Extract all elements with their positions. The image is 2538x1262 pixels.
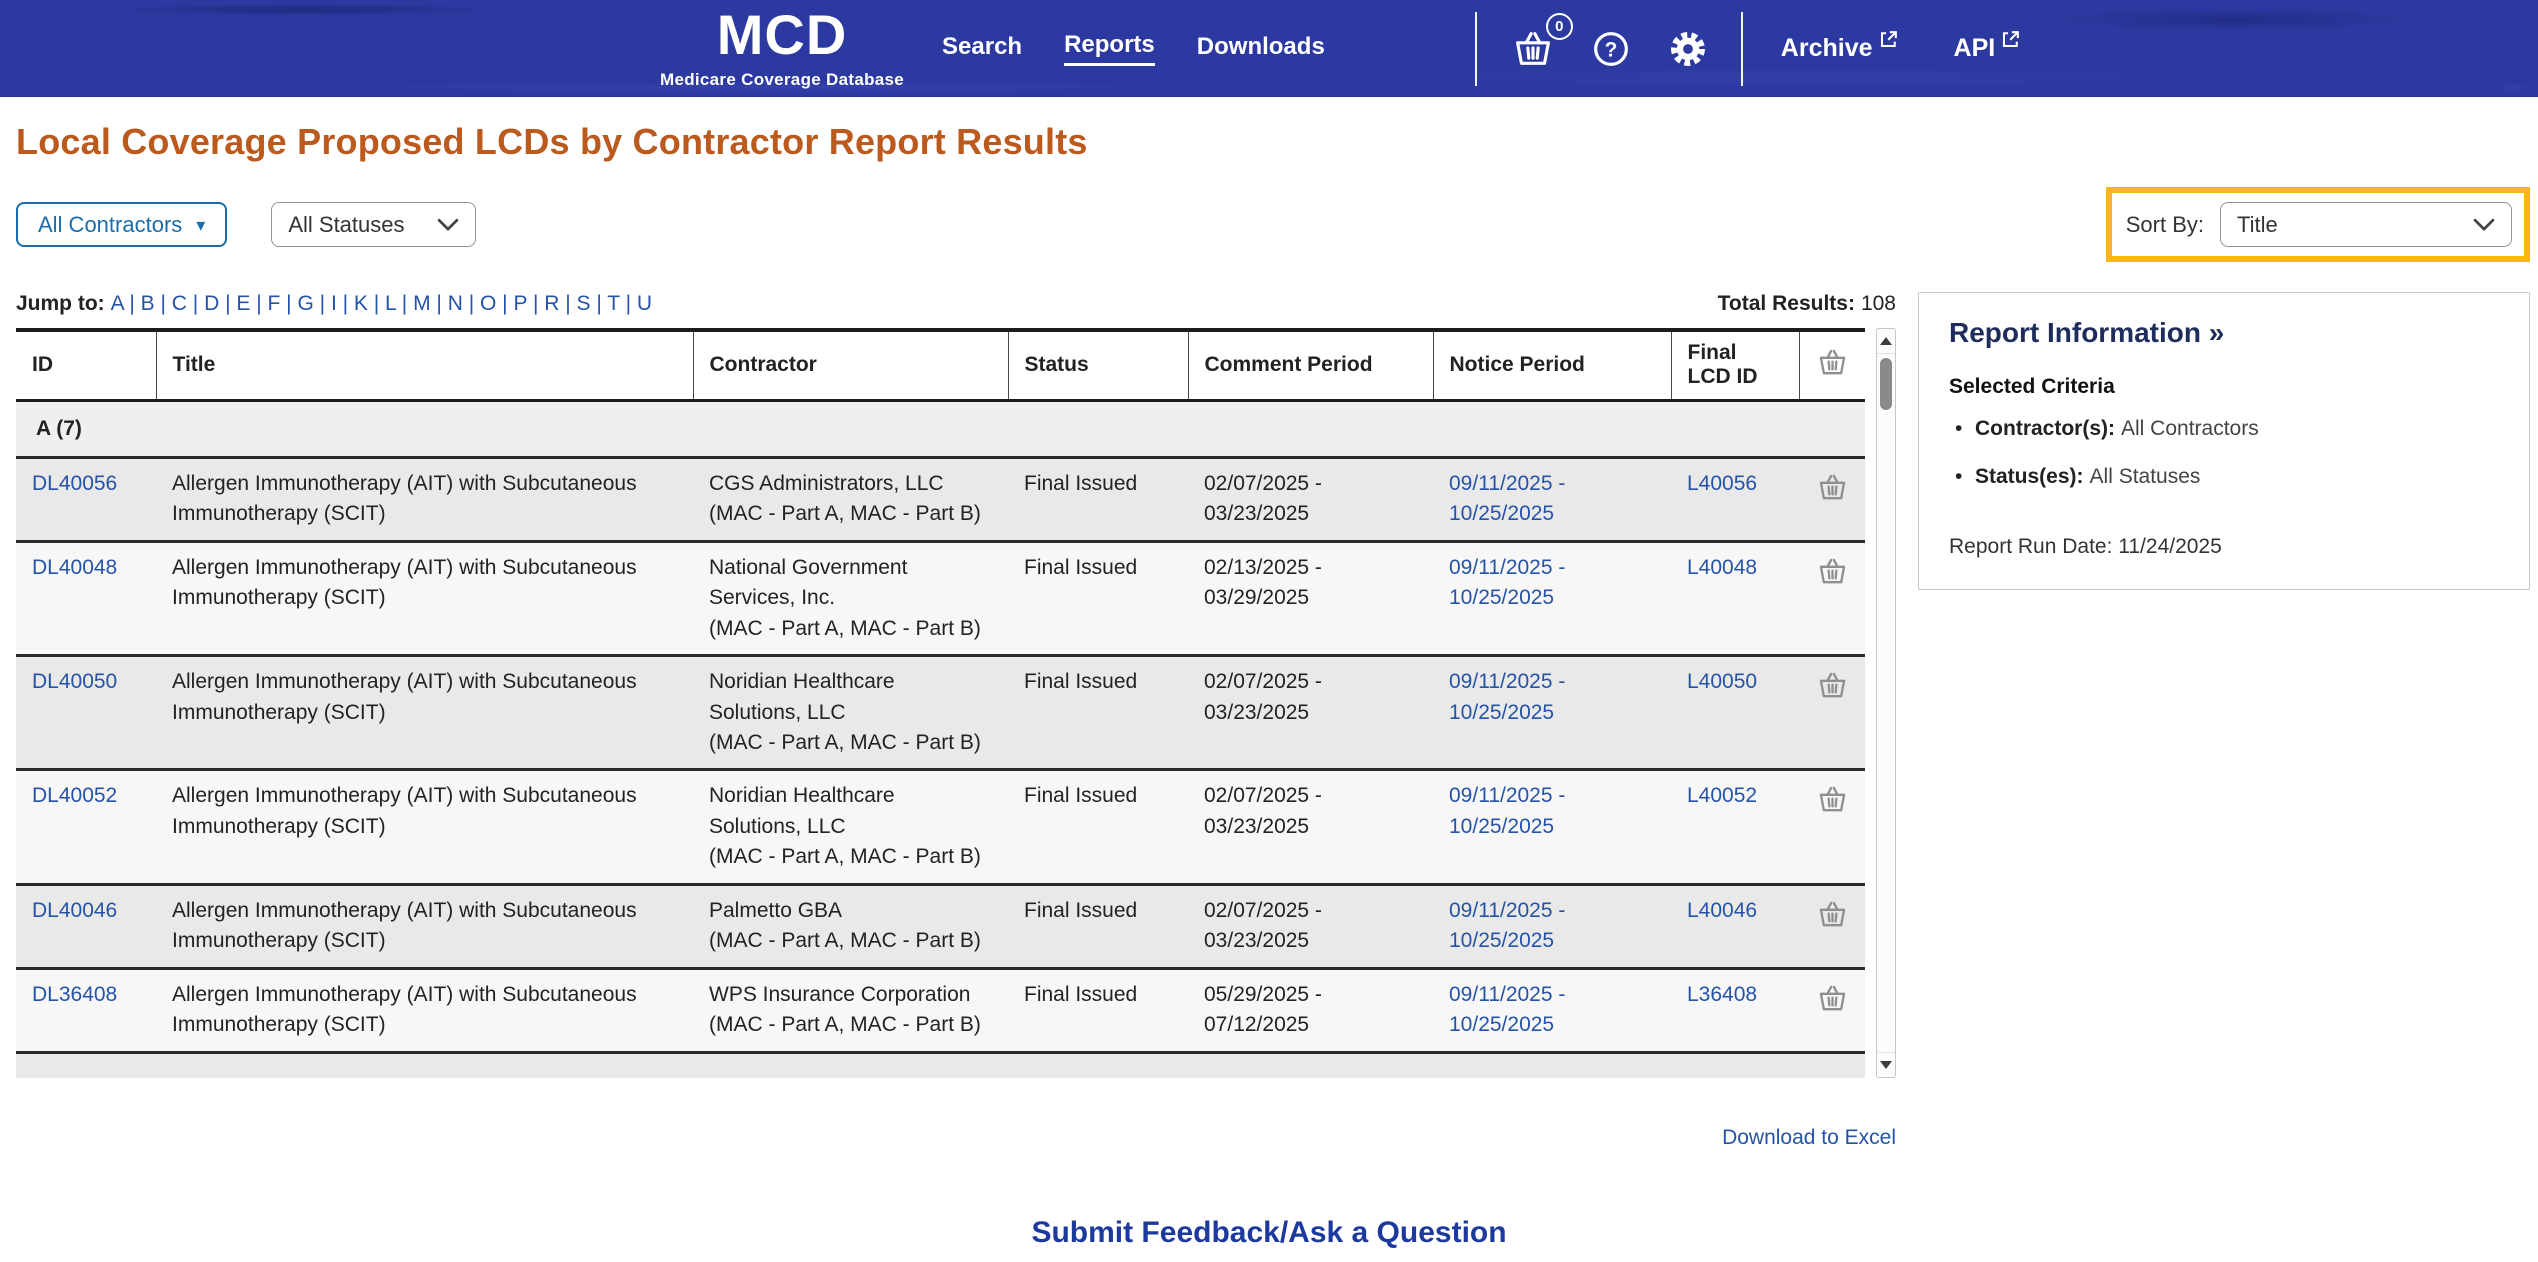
lcd-title: Allergen Immunotherapy (AIT) with Subcutaneous Immunotherapy (SCIT) (156, 770, 693, 884)
chevron-down-icon (437, 218, 459, 232)
status-cell: Final Issued (1008, 770, 1188, 884)
add-to-basket-icon[interactable] (1816, 982, 1849, 1024)
contractor-type: (MAC - Part A, MAC - Part B) (709, 731, 981, 754)
proposed-lcd-id-link[interactable]: DL40046 (32, 898, 118, 922)
add-to-basket-icon[interactable] (1816, 471, 1849, 513)
jump-letter-N[interactable]: N (447, 292, 463, 315)
archive-link[interactable] (1781, 34, 1898, 63)
criteria-value: All Contractors (2121, 417, 2259, 440)
nav-divider (1475, 12, 1477, 86)
jump-letter-M[interactable]: M (413, 292, 431, 315)
jump-letter-K[interactable]: K (353, 292, 368, 315)
lcd-title: Allergen Immunotherapy (AIT) with Subcutaneous Immunotherapy (SCIT) (156, 541, 693, 655)
triangle-up-icon (1880, 337, 1892, 345)
jump-letter-T[interactable]: T (607, 292, 620, 315)
sort-by-group-highlighted (2106, 187, 2530, 262)
criteria-label: Contractor(s): (1975, 417, 2115, 440)
header-iconbar (1511, 17, 1709, 71)
download-to-excel-link[interactable]: Download to Excel (1722, 1126, 1896, 1149)
contractor-cell (693, 656, 1008, 770)
contractor-cell (693, 457, 1008, 541)
feedback-row (0, 1216, 2538, 1250)
total-results-label: Total Results: (1717, 292, 1855, 315)
nav-downloads[interactable]: Downloads (1196, 32, 1325, 60)
comment-period-cell: 02/13/2025 - 03/29/2025 (1188, 541, 1433, 655)
contractors-dropdown[interactable] (16, 202, 227, 247)
mcd-logo[interactable] (660, 3, 905, 90)
contractor-type: (MAC - Part A, MAC - Part B) (709, 616, 981, 640)
jump-letter-P[interactable]: P (513, 292, 528, 315)
sort-by-label: Sort By: (2125, 211, 2204, 237)
comment-period-cell: 02/07/2025 - 03/23/2025 (1188, 770, 1433, 884)
jump-separator: | (527, 292, 545, 315)
svg-text:?: ? (1604, 38, 1618, 62)
external-link-icon (1879, 30, 1898, 49)
jump-letter-G[interactable]: G (297, 292, 314, 315)
jump-letter-R[interactable]: R (544, 292, 560, 315)
mcd-logo-title: MCD (716, 3, 848, 66)
contractor-cell (693, 968, 1008, 1052)
nav-reports[interactable]: Reports (1064, 31, 1155, 66)
contractors-dropdown-value: All Contractors (38, 211, 183, 237)
status-cell: Final Issued (1008, 656, 1188, 770)
table-header-row (16, 330, 1865, 400)
add-to-basket-icon[interactable] (1816, 669, 1849, 711)
col-header-notice-period: Notice Period (1433, 330, 1671, 400)
col-header-basket (1799, 330, 1865, 400)
filter-bar (16, 187, 2530, 262)
jump-separator: | (313, 292, 331, 315)
notice-period-link[interactable]: 09/11/2025 - 10/25/2025 (1449, 784, 1566, 838)
jump-separator: | (186, 292, 205, 315)
criteria-label: Status(es): (1975, 465, 2084, 488)
jump-separator: | (280, 292, 298, 315)
jump-separator: | (336, 292, 354, 315)
jump-letter-S[interactable]: S (576, 292, 591, 315)
notice-period-link[interactable]: 09/11/2025 - 10/25/2025 (1449, 555, 1566, 610)
add-to-basket-icon[interactable] (1816, 783, 1849, 825)
comment-period-cell: 02/07/2025 - 03/23/2025 (1188, 884, 1433, 968)
external-link-icon (2001, 30, 2020, 49)
jump-letter-F[interactable]: F (267, 292, 281, 315)
chevron-down-icon (2473, 218, 2495, 232)
contractor-name: National Government Services, Inc. (709, 555, 908, 610)
nav-search[interactable]: Search (942, 32, 1023, 60)
criteria-item (1949, 417, 2499, 441)
add-to-basket-icon[interactable] (1816, 898, 1849, 940)
jump-separator: | (154, 292, 172, 315)
contractor-type: (MAC - Part A, MAC - Part B) (709, 845, 981, 869)
table-row (16, 968, 1865, 1052)
proposed-lcd-id-link[interactable]: DL40050 (32, 670, 118, 694)
report-run-date: Report Run Date: 11/24/2025 (1949, 535, 2222, 558)
api-link-label: API (1953, 34, 1996, 62)
lcd-title: Allergen Immunotherapy (AIT) with Subcutaneous Immunotherapy (SCIT) (156, 457, 693, 541)
basket-icon (1816, 669, 1849, 702)
archive-link-label: Archive (1780, 34, 1873, 62)
col-header-title: Title (156, 330, 693, 400)
proposed-lcd-id-link[interactable]: DL40052 (32, 784, 118, 808)
table-row (16, 457, 1865, 541)
jump-separator: | (219, 292, 237, 315)
final-lcd-id-link[interactable]: L40050 (1687, 670, 1758, 694)
results-table-viewport (16, 328, 1867, 1078)
final-lcd-id-link[interactable]: L40046 (1687, 898, 1758, 922)
table-row (16, 656, 1865, 770)
mcd-logo-subtitle: Medicare Coverage Database (660, 70, 905, 89)
jump-separator: | (395, 292, 414, 315)
col-header-contractor: Contractor (693, 330, 1008, 400)
contractor-type: (MAC - Part A, MAC - Part B) (709, 502, 981, 526)
basket-icon (1816, 783, 1849, 816)
sort-by-value: Title (2237, 211, 2278, 237)
contractor-type: (MAC - Part A, MAC - Part B) (709, 929, 981, 953)
total-results (1718, 292, 1896, 316)
triangle-down-icon (1880, 1061, 1892, 1069)
contractor-name: CGS Administrators, LLC (709, 471, 944, 495)
col-header-final-lcd-id: Final LCD ID (1671, 330, 1799, 400)
table-scrollbar (1876, 328, 1896, 1078)
jump-separator: | (123, 292, 141, 315)
jump-separator: | (559, 292, 577, 315)
results-table (16, 328, 1865, 1078)
basket-button[interactable] (1511, 17, 1564, 71)
help-icon (1591, 29, 1631, 69)
contractor-cell (693, 770, 1008, 884)
external-links (1781, 34, 2020, 63)
lcd-title: Allergen Immunotherapy (AIT) with Subcutaneous Immunotherapy (SCIT) (156, 968, 693, 1052)
jump-separator: | (619, 292, 637, 315)
selected-criteria-list (1949, 417, 2499, 489)
table-row (16, 884, 1865, 968)
contractor-name: Palmetto GBA (709, 898, 843, 922)
gear-icon (1667, 28, 1709, 70)
notice-period-link[interactable]: 09/11/2025 - 10/25/2025 (1449, 898, 1566, 953)
statuses-dropdown-value: All Statuses (288, 211, 405, 237)
basket-count-badge: 0 (1546, 13, 1573, 40)
jump-letter-A[interactable]: A (110, 292, 124, 315)
basket-icon (1816, 471, 1849, 504)
basket-icon (1816, 898, 1849, 931)
status-cell: Final Issued (1008, 457, 1188, 541)
col-header-comment-period: Comment Period (1188, 330, 1433, 400)
status-cell: Final Issued (1008, 968, 1188, 1052)
lcd-title: Allergen Immunotherapy (AIT) with Subcutaneous Immunotherapy (SCIT) (156, 884, 693, 968)
final-lcd-id-link[interactable]: L36408 (1687, 982, 1758, 1006)
section-row (16, 400, 1865, 457)
report-information-panel (1918, 292, 2530, 590)
notice-period-link[interactable]: 09/11/2025 - 10/25/2025 (1449, 670, 1566, 724)
contractor-name: Noridian Healthcare Solutions, LLC (709, 784, 895, 838)
contractor-name: WPS Insurance Corporation (709, 982, 971, 1006)
results-column (16, 292, 1896, 1150)
jump-separator: | (430, 292, 448, 315)
status-cell: Final Issued (1008, 541, 1188, 655)
comment-period-cell: 02/07/2025 - 03/23/2025 (1188, 656, 1433, 770)
jump-separator: | (590, 292, 608, 315)
table-row (16, 541, 1865, 655)
settings-button[interactable] (1667, 28, 1709, 70)
content-area (0, 292, 2538, 1150)
jump-letter-L[interactable]: L (385, 292, 396, 315)
table-row (16, 770, 1865, 884)
help-button[interactable] (1591, 29, 1631, 69)
jump-letter-B[interactable]: B (140, 292, 155, 315)
notice-period-link[interactable]: 09/11/2025 - 10/25/2025 (1449, 982, 1566, 1037)
jump-letter-E[interactable]: E (236, 292, 251, 315)
total-results-value: 108 (1860, 292, 1896, 315)
top-navigation-bar (0, 0, 2538, 97)
col-header-status: Status (1008, 330, 1188, 400)
selected-criteria-heading: Selected Criteria (1949, 375, 2115, 398)
sort-by-dropdown[interactable] (2220, 202, 2512, 247)
proposed-lcd-id-link[interactable]: DL40048 (32, 555, 118, 579)
comment-period-cell: 02/07/2025 - 03/23/2025 (1188, 457, 1433, 541)
criteria-item (1949, 465, 2499, 489)
jump-links (111, 292, 652, 315)
jump-separator: | (462, 292, 480, 315)
add-to-basket-icon[interactable] (1816, 555, 1849, 597)
report-information-heading[interactable]: Report Information » (1949, 317, 2225, 348)
contractor-cell (693, 541, 1008, 655)
contractor-name: Noridian Healthcare Solutions, LLC (709, 670, 895, 724)
criteria-value: All Statuses (2089, 465, 2201, 488)
api-link[interactable] (1954, 34, 2021, 63)
results-table-wrap (16, 328, 1896, 1078)
jump-letter-D[interactable]: D (204, 292, 220, 315)
submit-feedback-link[interactable]: Submit Feedback/Ask a Question (1031, 1216, 1507, 1249)
meta-row (16, 292, 1896, 316)
jump-separator: | (496, 292, 514, 315)
proposed-lcd-id-link[interactable]: DL40056 (32, 471, 118, 495)
main-nav (942, 31, 1325, 66)
scrollbar-up-arrow[interactable] (1877, 329, 1895, 354)
col-header-id: ID (16, 330, 156, 400)
final-lcd-id-link[interactable]: L40056 (1687, 471, 1758, 495)
page-title: Local Coverage Proposed LCDs by Contractor Report Results (16, 121, 1088, 162)
jump-separator: | (250, 292, 268, 315)
notice-period-link[interactable]: 09/11/2025 - 10/25/2025 (1449, 471, 1566, 526)
jump-letter-O[interactable]: O (480, 292, 497, 315)
jump-separator: | (367, 292, 386, 315)
jump-to-bar (16, 292, 652, 316)
jump-letter-C[interactable]: C (171, 292, 187, 315)
partial-row (16, 1052, 1865, 1078)
lcd-title: Allergen Immunotherapy (AIT) with Subcutaneous Immunotherapy (SCIT) (156, 656, 693, 770)
basket-icon (1816, 982, 1849, 1015)
jump-to-label: Jump to: (16, 292, 105, 315)
jump-letter-I[interactable]: I (330, 292, 337, 315)
comment-period-cell: 05/29/2025 - 07/12/2025 (1188, 968, 1433, 1052)
jump-letter-U[interactable]: U (636, 292, 653, 315)
final-lcd-id-link[interactable]: L40052 (1687, 784, 1758, 808)
contractor-cell (693, 884, 1008, 968)
final-lcd-id-link[interactable]: L40048 (1687, 555, 1758, 579)
basket-icon (1816, 346, 1849, 379)
scrollbar-down-arrow[interactable] (1877, 1052, 1895, 1077)
nav-divider (1741, 12, 1743, 86)
basket-icon (1816, 555, 1849, 588)
contractor-type: (MAC - Part A, MAC - Part B) (709, 1013, 981, 1037)
section-label: A (7) (16, 400, 1865, 457)
status-cell: Final Issued (1008, 884, 1188, 968)
statuses-dropdown[interactable] (271, 202, 476, 247)
results-table-body (16, 400, 1865, 1078)
download-row (16, 1126, 1896, 1150)
proposed-lcd-id-link[interactable]: DL36408 (32, 982, 118, 1006)
scrollbar-thumb[interactable] (1880, 358, 1892, 410)
caret-down-icon: ▾ (196, 214, 206, 235)
